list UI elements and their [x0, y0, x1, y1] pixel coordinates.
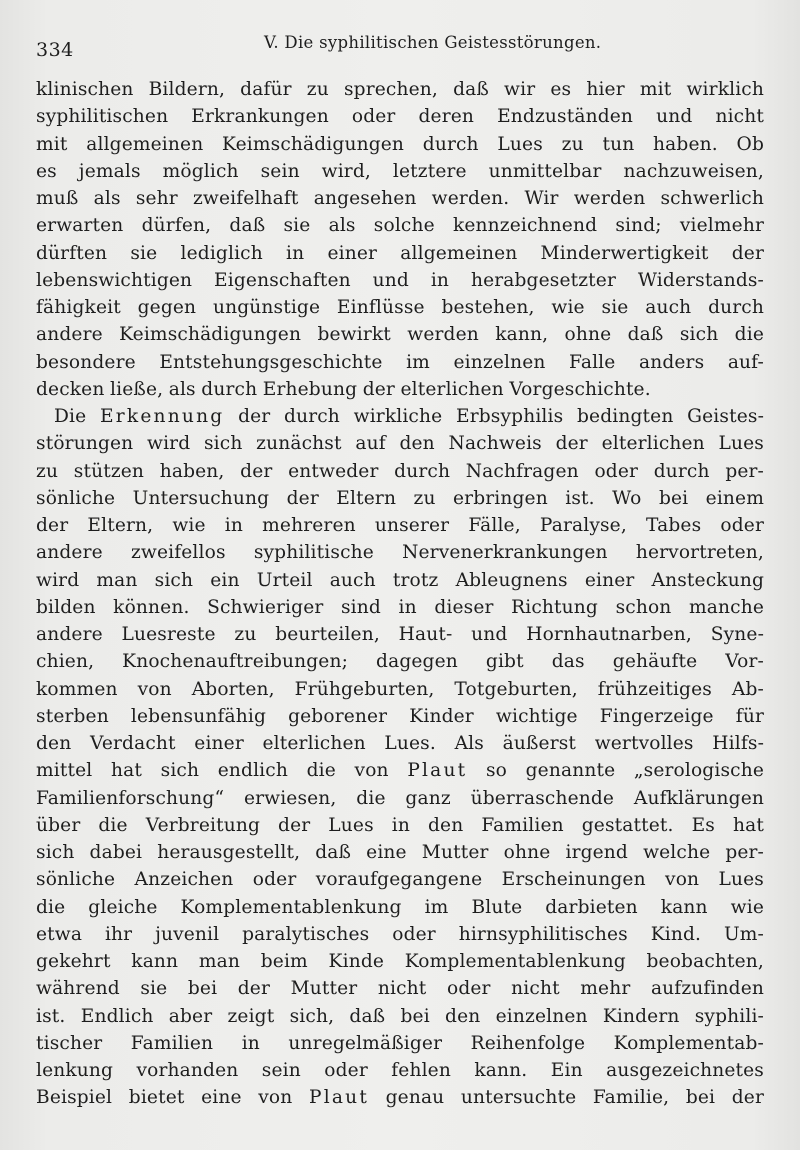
text-run: der durch wirkliche Erbsyphilis bedingten Geistes- [224, 406, 764, 427]
text-line: während sie bei der Mutter nicht oder nicht mehr aufzufinden [36, 978, 764, 1000]
text-line: kommen von Aborten, Frühgeburten, Totgeburten, frühzeitiges Ab- [36, 678, 764, 700]
text-line: wird man sich ein Urteil auch trotz Ableugnens einer Ansteckung [36, 569, 764, 591]
text-line: ist. Endlich aber zeigt sich, daß bei den einzelnen Kindern syphili- [36, 1005, 764, 1027]
text-line: decken ließe, als durch Erhebung der elterlichen Vorgeschichte. [36, 378, 651, 400]
text-line [36, 757, 764, 784]
text-line: andere Luesreste zu beurteilen, Haut- und Hornhautnarben, Syne- [36, 624, 764, 645]
text-line: über die Verbreitung der Lues in den Familien gestattet. Es hat [36, 814, 764, 836]
text-line: klinischen Bildern, dafür zu sprechen, daß wir es hier mit wirklich [36, 79, 764, 100]
text-line: andere zweifellos syphilitische Nervenerkrankungen hervortreten, [36, 542, 764, 564]
text-line: sönliche Untersuchung der Eltern zu erbringen ist. Wo bei einem [36, 487, 764, 509]
text-line: muß als sehr zweifelhaft angesehen werden. Wir werden schwerlich [36, 188, 764, 209]
text-line: zu stützen haben, der entweder durch Nachfragen oder durch per- [36, 460, 764, 482]
page-number: 334 [36, 39, 74, 61]
text-line: bilden können. Schwieriger sind in dieser Richtung schon manche [36, 596, 764, 618]
text-line: Familienforschung“ erwiesen, die ganz überraschende Aufklärungen [36, 787, 764, 809]
text-line: sterben lebensunfähig geborener Kinder wichtige Fingerzeige für [36, 705, 764, 727]
text-line: die gleiche Komplementablenkung im Blute darbieten kann wie [36, 896, 764, 918]
spaced-name: Plaut [407, 760, 468, 782]
text-line: gekehrt kann man beim Kinde Komplementablenkung beobachten, [36, 951, 764, 972]
page-header [36, 33, 764, 59]
text-line: tischer Familien in unregelmäßiger Reihenfolge Komplementab- [36, 1032, 764, 1054]
text-line: lenkung vorhanden sein oder fehlen kann. Ein ausgezeichnetes [36, 1060, 764, 1081]
text-run: mittel hat sich endlich die von [36, 760, 408, 782]
body-text [36, 76, 764, 1112]
text-run: so genannte „serologische [467, 760, 764, 782]
text-line: der Eltern, wie in mehreren unserer Fälle, Paralyse, Tabes oder [36, 515, 764, 536]
text-line: dürften sie lediglich in einer allgemeinen Minderwertigkeit der [36, 242, 764, 264]
text-run: genau untersuchte Familie, bei der [369, 1087, 764, 1109]
text-run: Beispiel bietet eine von [36, 1087, 309, 1109]
text-line: syphilitischen Erkrankungen oder deren Endzuständen und nicht [36, 106, 764, 128]
text-line: chien, Knochenauftreibungen; dagegen gibt das gehäufte Vor- [36, 651, 764, 673]
spaced-term: Erkennung [100, 406, 225, 427]
text-run: Die [54, 406, 101, 427]
paragraph-start-line [36, 403, 764, 430]
text-line: sönliche Anzeichen oder voraufgegangene Erscheinungen von Lues [36, 869, 764, 891]
text-line: besondere Entstehungsgeschichte im einzelnen Falle anders auf- [36, 351, 764, 373]
text-line: andere Keimschädigungen bewirkt werden kann, ohne daß sich die [36, 324, 764, 346]
text-line: es jemals möglich sein wird, letztere unmittelbar nachzuweisen, [36, 160, 764, 182]
text-line: erwarten dürfen, daß sie als solche kennzeichnend sind; vielmehr [36, 215, 764, 237]
text-line [36, 1084, 764, 1111]
text-line: sich dabei herausgestellt, daß eine Mutter ohne irgend welche per- [36, 842, 764, 863]
text-line: mit allgemeinen Keimschädigungen durch Lues zu tun haben. Ob [36, 133, 764, 155]
text-line: den Verdacht einer elterlichen Lues. Als äußerst wertvolles Hilfs- [36, 733, 764, 754]
text-line: lebenswichtigen Eigenschaften und in herabgesetzter Widerstands- [36, 269, 764, 291]
text-line: etwa ihr juvenil paralytisches oder hirnsyphilitisches Kind. Um- [36, 923, 764, 945]
running-title: V. Die syphilitischen Geistesstörungen. [264, 33, 602, 52]
text-line: störungen wird sich zunächst auf den Nachweis der elterlichen Lues [36, 433, 764, 455]
text-line: fähigkeit gegen ungünstige Einflüsse bestehen, wie sie auch durch [36, 297, 764, 318]
spaced-name: Plaut [309, 1087, 369, 1109]
